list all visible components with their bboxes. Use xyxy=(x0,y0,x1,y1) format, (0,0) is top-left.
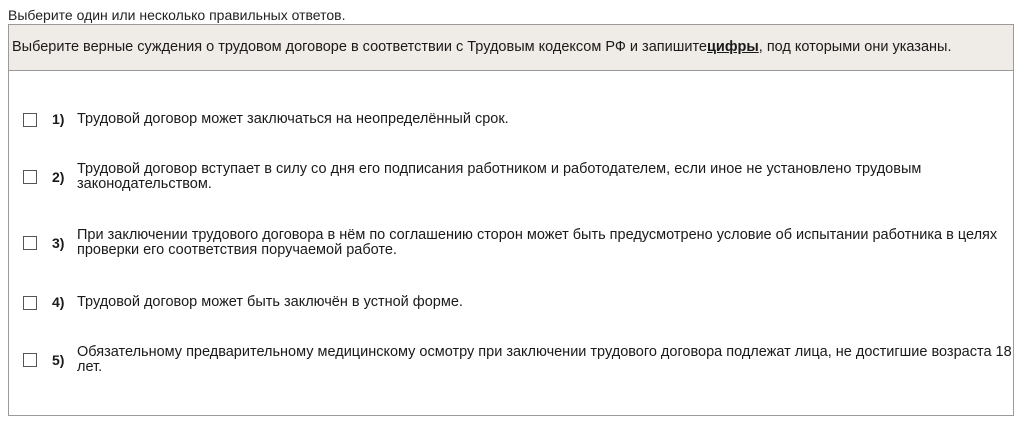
answer-option-4[interactable] xyxy=(9,291,1013,315)
question-keyword: цифры xyxy=(707,39,759,55)
option-text-2: Трудовой договор вступает в силу со дня его подписания работником и работодателем, если иное не установлено трудовым законодательством. xyxy=(77,161,922,192)
answer-checkbox-5[interactable] xyxy=(23,353,37,367)
question-header xyxy=(9,25,1013,71)
option-number-3: 3) xyxy=(52,235,65,251)
option-number-1: 1) xyxy=(52,111,65,127)
answer-checkbox-1[interactable] xyxy=(23,113,37,127)
option-number-4: 4) xyxy=(52,294,65,310)
answer-checkbox-2[interactable] xyxy=(23,170,37,184)
answer-option-5[interactable] xyxy=(9,343,1013,381)
answer-option-1[interactable] xyxy=(9,108,1013,132)
answer-checkbox-4[interactable] xyxy=(23,296,37,310)
question-text: Выберите верные суждения о трудовом договоре в соответствии с Трудовым кодексом РФ и запишите xyxy=(12,39,707,55)
question-panel xyxy=(8,24,1014,416)
option-number-5: 5) xyxy=(52,352,65,368)
option-text-3: При заключении трудового договора в нём по соглашению сторон может быть предусмотрено условие об испытании работника в целях проверки его соответствия поручаемой работе. xyxy=(77,227,998,258)
option-text-5: Обязательному предварительному медицинскому осмотру при заключении трудового договора подлежат лица, не достигшие возраста 18 лет. xyxy=(77,344,1012,375)
option-text-4: Трудовой договор может быть заключён в устной форме. xyxy=(77,294,463,310)
instruction-text: Выберите один или несколько правильных ответов. xyxy=(8,7,346,23)
answer-option-3[interactable] xyxy=(9,226,1013,264)
answer-checkbox-3[interactable] xyxy=(23,236,37,250)
answer-option-2[interactable] xyxy=(9,160,1013,198)
option-number-2: 2) xyxy=(52,169,65,185)
question-text-end: , под которыми они указаны. xyxy=(758,39,952,55)
option-text-1: Трудовой договор может заключаться на неопределённый срок. xyxy=(77,111,509,127)
